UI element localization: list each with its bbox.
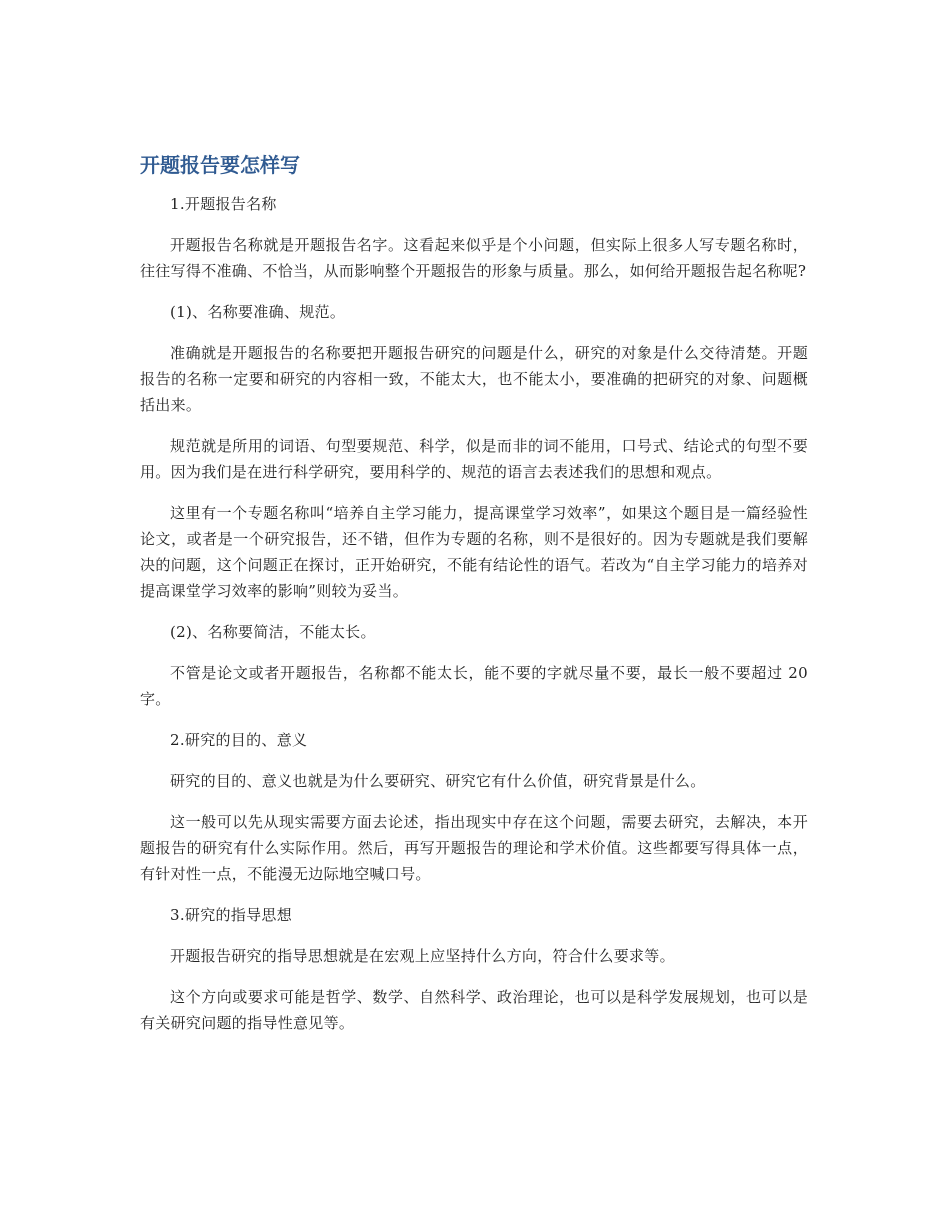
section-heading-2: 2.研究的目的、意义 xyxy=(170,731,308,749)
paragraph: 准确就是开题报告的名称要把开题报告研究的问题是什么，研究的对象是什么交待清楚。开题报告的名称一定要和研究的内容相一致，不能太大，也不能太小，要准确的把研究的对象、问题概括出来。 xyxy=(140,344,808,414)
section-heading-1: 1.开题报告名称 xyxy=(170,195,277,213)
subheading-2: (2)、名称要简洁，不能太长。 xyxy=(170,623,376,641)
paragraph: 这里有一个专题名称叫“培养自主学习能力，提高课堂学习效率”，如果这个题目是一篇经验性论文，或者是一个研究报告，还不错，但作为专题的名称，则不是很好的。因为专题就是我们要解决的问题，这个问题正在探讨，正开始研究，不能有结论性的语气。若改为“自主学习能力的培养对提高课堂学习效率的影响”则较为妥当。 xyxy=(140,504,808,600)
paragraph: 不管是论文或者开题报告，名称都不能太长，能不要的字就尽量不要，最长一般不要超过 20 字。 xyxy=(140,664,808,708)
subheading-1: (1)、名称要准确、规范。 xyxy=(170,303,346,321)
paragraph: 研究的目的、意义也就是为什么要研究、研究它有什么价值，研究背景是什么。 xyxy=(170,772,706,790)
paragraph: 这个方向或要求可能是哲学、数学、自然科学、政治理论，也可以是科学发展规划，也可以是有关研究问题的指导性意见等。 xyxy=(140,988,808,1032)
paragraph: 这一般可以先从现实需要方面去论述，指出现实中存在这个问题，需要去研究，去解决，本开题报告的研究有什么实际作用。然后，再写开题报告的理论和学术价值。这些都要写得具体一点，有针对性一点，不能漫无边际地空喊口号。 xyxy=(140,813,808,883)
paragraph: 开题报告研究的指导思想就是在宏观上应坚持什么方向，符合什么要求等。 xyxy=(170,947,675,965)
paragraph: 开题报告名称就是开题报告名字。这看起来似乎是个小问题，但实际上很多人写专题名称时，往往写得不准确、不恰当，从而影响整个开题报告的形象与质量。那么，如何给开题报告起名称呢? xyxy=(140,236,808,280)
document-page xyxy=(140,148,808,1051)
paragraph: 规范就是所用的词语、句型要规范、科学，似是而非的词不能用，口号式、结论式的句型不要用。因为我们是在进行科学研究，要用科学的、规范的语言去表述我们的思想和观点。 xyxy=(140,437,808,481)
section-heading-3: 3.研究的指导思想 xyxy=(170,906,293,924)
document-title: 开题报告要怎样写 xyxy=(140,153,300,177)
